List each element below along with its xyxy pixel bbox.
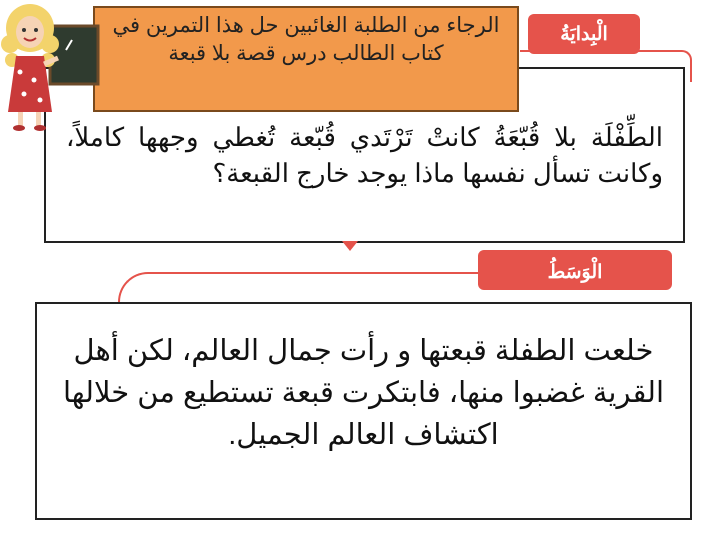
instruction-text: الرجاء من الطلبة الغائبين حل هذا التمرين في كتاب الطالب درس قصة بلا قبعة — [112, 14, 500, 65]
middle-text-box — [35, 302, 692, 520]
section-heading-middle: الْوَسَطُ — [478, 250, 672, 290]
instruction-banner — [93, 6, 519, 112]
section-heading-beginning: الْبِدايَةُ — [528, 14, 640, 54]
teacher-clipart-icon — [0, 0, 100, 132]
down-arrow-icon — [342, 241, 358, 251]
beginning-text: الطِّفْلَة بلا قُبّعَةُ كانتْ تَرْتَدي قُبّعة تُغطي وجهها كاملاً، وكانت تسأل نفسها ماذا يوجد خارج القبعة؟ — [66, 122, 663, 188]
middle-text: خلعت الطفلة قبعتها و رأت جمال العالم، لكن أهل القرية غضبوا منها، فابتكرت قبعة تستطيع من خلالها اكتشاف العالم الجميل. — [62, 335, 665, 451]
